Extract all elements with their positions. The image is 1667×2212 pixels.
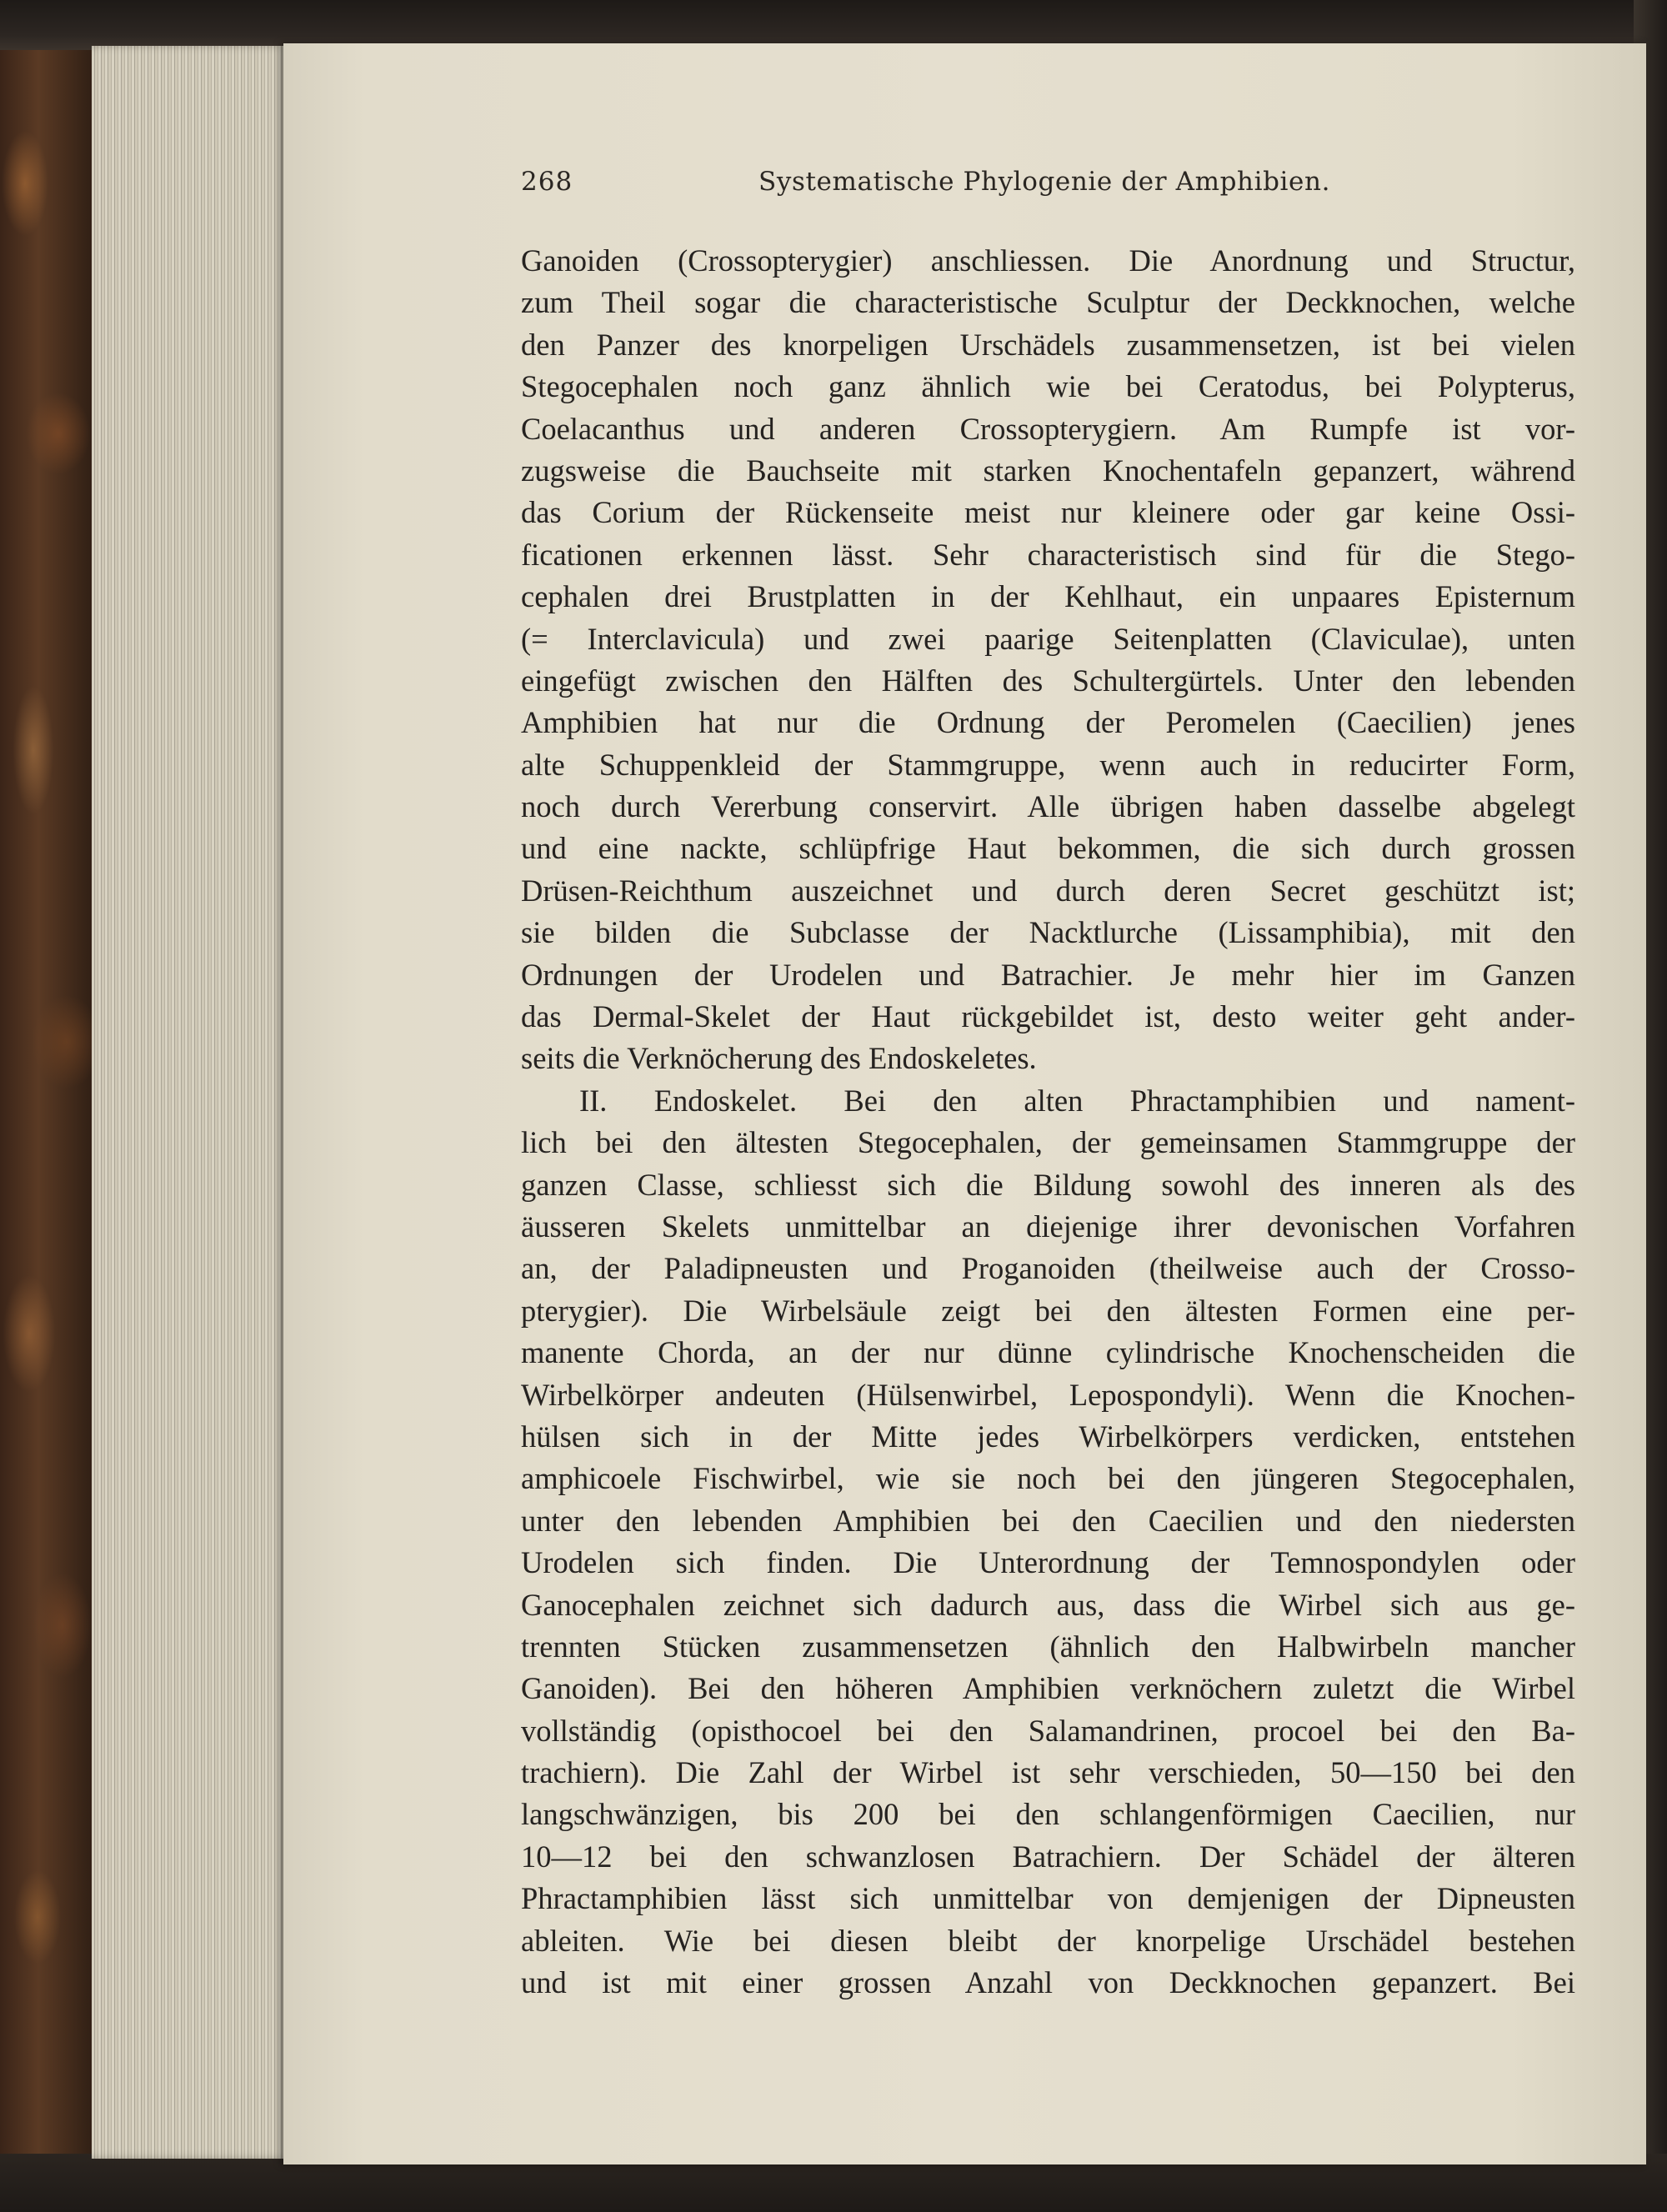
text-line: eingefügt zwischen den Hälften des Schultergürtels. Unter den lebenden [521,663,1575,698]
text-line: vollständig (opisthocoel bei den Salamandrinen, procoel bei den Ba- [521,1713,1575,1748]
text-line: (= Interclavicula) und zwei paarige Seitenplatten (Claviculae), unten [521,621,1575,656]
text-line: Ganoiden). Bei den höheren Amphibien verknöchern zuletzt die Wirbel [521,1671,1575,1706]
text-line: seits die Verknöcherung des Endoskeletes. [521,1041,1037,1076]
text-line: Ordnungen der Urodelen und Batrachier. Je mehr hier im Ganzen [521,957,1575,992]
text-line: Amphibien hat nur die Ordnung der Peromelen (Caecilien) jenes [521,705,1575,740]
text-line: ableiten. Wie bei diesen bleibt der knorpelige Urschädel bestehen [521,1923,1575,1958]
text-line: Urodelen sich finden. Die Unterordnung der Temnospondylen oder [521,1545,1575,1580]
text-line: Phractamphibien lässt sich unmittelbar von demjenigen der Dipneusten [521,1881,1575,1916]
text-line: lich bei den ältesten Stegocephalen, der gemeinsamen Stammgruppe der [521,1125,1575,1160]
text-line: Coelacanthus und anderen Crossopterygiern. Am Rumpfe ist vor- [521,411,1575,446]
text-line: zum Theil sogar die characteristische Sculptur der Deckknochen, welche [521,285,1575,320]
text-line: Ganocephalen zeichnet sich dadurch aus, dass die Wirbel sich aus ge- [521,1587,1575,1622]
running-title: Systematische Phylogenie der Amphibien. [758,167,1331,197]
text-line: Wirbelkörper andeuten (Hülsenwirbel, Lepospondyli). Wenn die Knochen- [521,1377,1575,1412]
top-shadow [0,0,1667,50]
text-line: ganzen Classe, schliesst sich die Bildung sowohl des inneren als des [521,1167,1575,1202]
text-line: amphicoele Fischwirbel, wie sie noch bei den jüngeren Stegocephalen, [521,1461,1575,1496]
text-line: an, der Paladipneusten und Proganoiden (theilweise auch der Crosso- [521,1251,1575,1286]
page-number: 268 [521,167,573,197]
text-line: Stegocephalen noch ganz ähnlich wie bei Ceratodus, bei Polypterus, [521,369,1575,404]
text-line: langschwänzigen, bis 200 bei den schlangenförmigen Caecilien, nur [521,1797,1575,1832]
body-text [521,240,1575,2004]
marbled-cover-edge [0,0,96,2212]
text-line: 10—12 bei den schwanzlosen Batrachiern. Der Schädel der älteren [521,1839,1575,1874]
text-line: sie bilden die Subclasse der Nacktlurche (Lissamphibia), mit den [521,915,1575,950]
text-line: zugsweise die Bauchseite mit starken Knochentafeln gepanzert, während [521,453,1575,488]
text-line: unter den lebenden Amphibien bei den Caecilien und den niedersten [521,1503,1575,1538]
text-line: hülsen sich in der Mitte jedes Wirbelkörpers verdicken, entstehen [521,1419,1575,1454]
text-line: Drüsen-Reichthum auszeichnet und durch deren Secret geschützt ist; [521,873,1575,908]
text-line: noch durch Vererbung conservirt. Alle übrigen haben dasselbe abgelegt [521,789,1575,824]
text-line: und eine nackte, schlüpfrige Haut bekommen, die sich durch grossen [521,831,1575,866]
page-header [521,167,1354,208]
text-line: das Corium der Rückenseite meist nur kleinere oder gar keine Ossi- [521,495,1575,530]
text-line: das Dermal-Skelet der Haut rückgebildet ist, desto weiter geht ander- [521,999,1575,1034]
text-line: ficationen erkennen lässt. Sehr characteristisch sind für die Stego- [521,537,1575,572]
text-line: Ganoiden (Crossopterygier) anschliessen. Die Anordnung und Structur, [521,243,1575,278]
text-line: alte Schuppenkleid der Stammgruppe, wenn auch in reducirter Form, [521,747,1575,782]
text-line: cephalen drei Brustplatten in der Kehlhaut, ein unpaares Episternum [521,579,1575,614]
text-line: und ist mit einer grossen Anzahl von Deckknochen gepanzert. Bei [521,1965,1575,2000]
text-line: den Panzer des knorpeligen Urschädels zusammensetzen, ist bei vielen [521,327,1575,362]
text-line: äusseren Skelets unmittelbar an diejenige ihrer devonischen Vorfahren [521,1209,1575,1244]
text-line: trachiern). Die Zahl der Wirbel ist sehr verschieden, 50—150 bei den [521,1755,1575,1790]
text-line: trennten Stücken zusammensetzen (ähnlich den Halbwirbeln mancher [521,1629,1575,1664]
section-heading-line: II. Endoskelet. Bei den alten Phractamphibien und nament- [579,1083,1575,1118]
stacked-page-edges [92,46,288,2159]
text-line: pterygier). Die Wirbelsäule zeigt bei den ältesten Formen eine per- [521,1293,1575,1328]
text-line: manente Chorda, an der nur dünne cylindrische Knochenscheiden die [521,1335,1575,1370]
